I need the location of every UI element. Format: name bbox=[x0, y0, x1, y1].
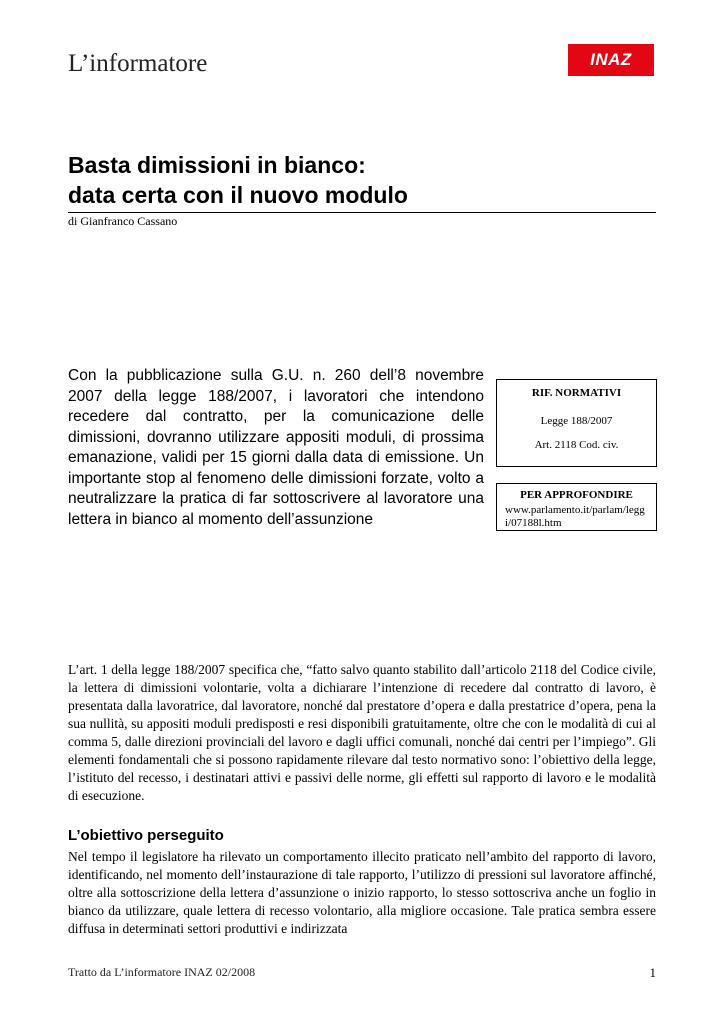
page-number: 1 bbox=[649, 965, 656, 980]
lead-paragraph: Con la pubblicazione sulla G.U. n. 260 dell’8 novembre 2007 della legge 188/2007, i lavoratori che intendono recedere dal contratto, per la comunicazione delle dimissioni, dovranno utilizzare appositi moduli, di prossima emanazione, validi per 15 giorni dalla data di emissione. Un importante stop al fenomeno delle dimissioni forzate, volto a neutralizzare la pratica di far sottoscrivere al lavoratore una lettera in bianco al momento dell’assunzione bbox=[68, 367, 484, 528]
section-heading: L’obiettivo perseguito bbox=[68, 827, 224, 844]
title-line-2: data certa con il nuovo modulo bbox=[68, 182, 408, 208]
rif-item-article: Art. 2118 Cod. civ. bbox=[534, 439, 619, 451]
approfondire-box bbox=[496, 483, 657, 531]
rif-normativi-box bbox=[496, 379, 657, 467]
article-title bbox=[68, 150, 408, 210]
approfondire-heading: PER APPROFONDIRE bbox=[520, 489, 633, 501]
approfondire-link[interactable]: www.parlamento.it/parlam/leggi/07188l.htm bbox=[505, 504, 645, 529]
footer-source: Tratto da L’informatore INAZ 02/2008 bbox=[68, 965, 256, 979]
author-byline: di Gianfranco Cassano bbox=[68, 214, 178, 228]
title-divider bbox=[68, 212, 656, 213]
rif-normativi-heading: RIF. NORMATIVI bbox=[531, 387, 622, 399]
body-paragraph-2: Nel tempo il legislatore ha rilevato un comportamento illecito praticato nell’ambito del rapporto di lavoro, identificando, nel momento dell’instaurazione di tale rapporto, l’utilizzo di pressioni sul lavoratore affinché, oltre alla sottoscrizione della lettera d’assunzione o inizio rapporto, lo stesso sottoscriva anche un foglio in bianco da utilizzare, quale lettera di recesso volontario, alla migliore occasione. Tale pratica sembra essere diffusa in determinati settori produttivi e indirizzata bbox=[68, 849, 656, 936]
body-paragraph-1: L’art. 1 della legge 188/2007 specifica che, “fatto salvo quanto stabilito dall’articolo 2118 del Codice civile, la lettera di dimissioni volontarie, volta a dichiarare l’intenzione di recedere dal contratto di lavoro, è presentata dalla lavoratrice, dal lavoratore, nonché dal prestatore d’opera e dalla prestatrice d’opera, pena la sua nullità, su appositi moduli predisposti e resi disponibili gratuitamente, oltre che con le modalità di cui al comma 5, dalle direzioni provinciali del lavoro e dagli uffici comunali, nonché dai centri per l’impiego”. Gli elementi fondamentali che si possono rapidamente rilevare dal testo normativo sono: l’obiettivo della legge, l’istituto del recesso, i destinatari attivi e passivi delle norme, gli effetti sul rapporto di lavoro e le modalità di esecuzione. bbox=[68, 662, 656, 803]
rif-item-law: Legge 188/2007 bbox=[540, 415, 613, 427]
publication-masthead: L’informatore bbox=[68, 50, 208, 77]
inaz-logo: INAZ bbox=[568, 44, 654, 76]
title-line-1: Basta dimissioni in bianco: bbox=[68, 152, 366, 178]
